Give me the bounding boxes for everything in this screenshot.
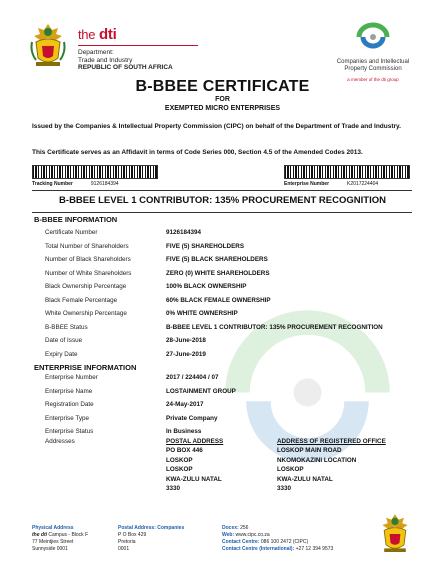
divider [32,190,412,191]
enterprise-row-value: 24-May-2017 [166,401,204,408]
level-heading: B-BBEE LEVEL 1 CONTRIBUTOR: 135% PROCUREMENT RECOGNITION [59,195,386,206]
certificate-category: EXEMPTED MICRO ENTERPRISES [164,105,281,112]
postal-address-line: LOSKOP [166,456,193,464]
footer-contact: Docex: 256 Web: www.cipc.co.za Contact Centre: 086 100 2472 (CIPC) Contact Centre (International): +27 12 394 9573 [222,525,334,552]
enterprise-info-heading: ENTERPRISE INFORMATION [34,363,137,372]
issued-statement: Issued by the Companies & Intellectual Property Commission (CIPC) on behalf of the Department of Trade and Industry. [32,123,401,130]
cipc-name-line1: Companies and Intellectual [336,59,410,65]
registered-address-line: 3330 [277,485,292,492]
enterprise-row-label: Enterprise Number [45,374,98,381]
tracking-barcode [32,165,158,179]
registered-address-line: LOSKOP [277,466,304,473]
tracking-caption: Tracking Number 9126184394 [32,181,119,187]
bbbee-row-value: 60% BLACK FEMALE OWNERSHIP [166,296,271,304]
bbbee-row-value: 9126184394 [166,229,202,236]
postal-address-line: 3330 [166,485,181,492]
dti-logo: the dti [78,26,117,43]
bbbee-row-value: FIVE (5) SHAREHOLDERS [166,242,245,250]
enterprise-row-value: LOSTAINMENT GROUP [166,387,236,395]
bbbee-row-label: White Ownership Percentage [45,310,127,317]
bbbee-row-label: Number of Black Shareholders [45,256,131,263]
registered-address-line: NKOMOKAZINI LOCATION [277,456,357,464]
department-line1: Department: [78,49,114,56]
postal-address-line: PO BOX 446 [166,447,203,454]
enterprise-row-value: Private Company [166,414,218,422]
bbbee-row-value: 0% WHITE OWNERSHIP [166,310,238,317]
bbbee-row-value: 27-June-2019 [166,350,206,358]
enterprise-barcode [284,165,410,179]
website-link[interactable]: www.cipc.co.za [234,532,270,538]
bbbee-info-heading: B-BBEE INFORMATION [34,215,118,224]
cipc-header [323,22,423,82]
bbbee-row-label: Date of Issue [45,337,83,344]
bbbee-row-label: Total Number of Shareholders [45,242,129,250]
bbbee-row-label: B-BBEE Status [45,323,88,331]
footer-physical-address: Physical Address the dti Campus - Block F 77 Meintjies Street Sunnyside 0001 [32,525,89,552]
cipc-tagline: a member of the dti group [347,77,399,82]
enterprise-row-label: Enterprise Status [45,428,94,435]
postal-address-line: LOSKOP [166,466,193,473]
enterprise-row-label: Enterprise Type [45,414,89,422]
enterprise-row-label: Enterprise Name [45,387,93,395]
dti-divider [78,45,198,46]
certificate-title: B-BBEE CERTIFICATE [135,78,310,95]
bbbee-row-label: Expiry Date [45,350,78,358]
bbbee-row-label: Certificate Number [45,229,98,236]
enterprise-caption: Enterprise Number K2017224404 [284,181,379,187]
addresses-label: Addresses [45,438,75,445]
coat-of-arms-icon [28,22,68,70]
enterprise-row-label: Registration Date [45,401,94,408]
registered-address-line: LOSKOP MAIN ROAD [277,447,342,454]
affidavit-statement: This Certificate serves as an Affidavit in terms of Code Series 000, Section 4.5 of the Amended Codes 2013. [32,149,363,156]
department-line2: Trade and Industry [78,56,133,64]
enterprise-row-value: In Business [166,428,202,435]
footer-postal-address: Postal Address: Companies P O Box 429 Pretoria 0001 [118,525,185,552]
cipc-logo-icon [353,22,393,52]
registered-address-heading: ADDRESS OF REGISTERED OFFICE [277,438,386,445]
bbbee-row-value: B-BBEE LEVEL 1 CONTRIBUTOR: 135% PROCUREMENT RECOGNITION [166,323,383,331]
coat-of-arms-footer-icon [377,512,413,556]
bbbee-row-value: ZERO (0) WHITE SHAREHOLDERS [166,269,270,277]
postal-address-heading: POSTAL ADDRESS [166,438,224,445]
bbbee-row-value: 28-June-2018 [166,337,206,344]
enterprise-row-value: 2017 / 224404 / 07 [166,374,219,381]
registered-address-line: KWA-ZULU NATAL [277,475,333,483]
dti-header [78,26,198,72]
bbbee-row-label: Black Ownership Percentage [45,283,127,290]
department-line3: REPUBLIC OF SOUTH AFRICA [78,64,173,71]
bbbee-row-value: 100% BLACK OWNERSHIP [166,283,247,290]
bbbee-row-label: Black Female Percentage [45,296,118,304]
postal-address-line: KWA-ZULU NATAL [166,475,222,483]
bbbee-row-value: FIVE (5) BLACK SHAREHOLDERS [166,256,268,263]
certificate-for: FOR [215,96,230,103]
divider [32,212,412,213]
bbbee-row-label: Number of White Shareholders [45,269,132,277]
cipc-name-line2: Property Commission [344,66,402,72]
